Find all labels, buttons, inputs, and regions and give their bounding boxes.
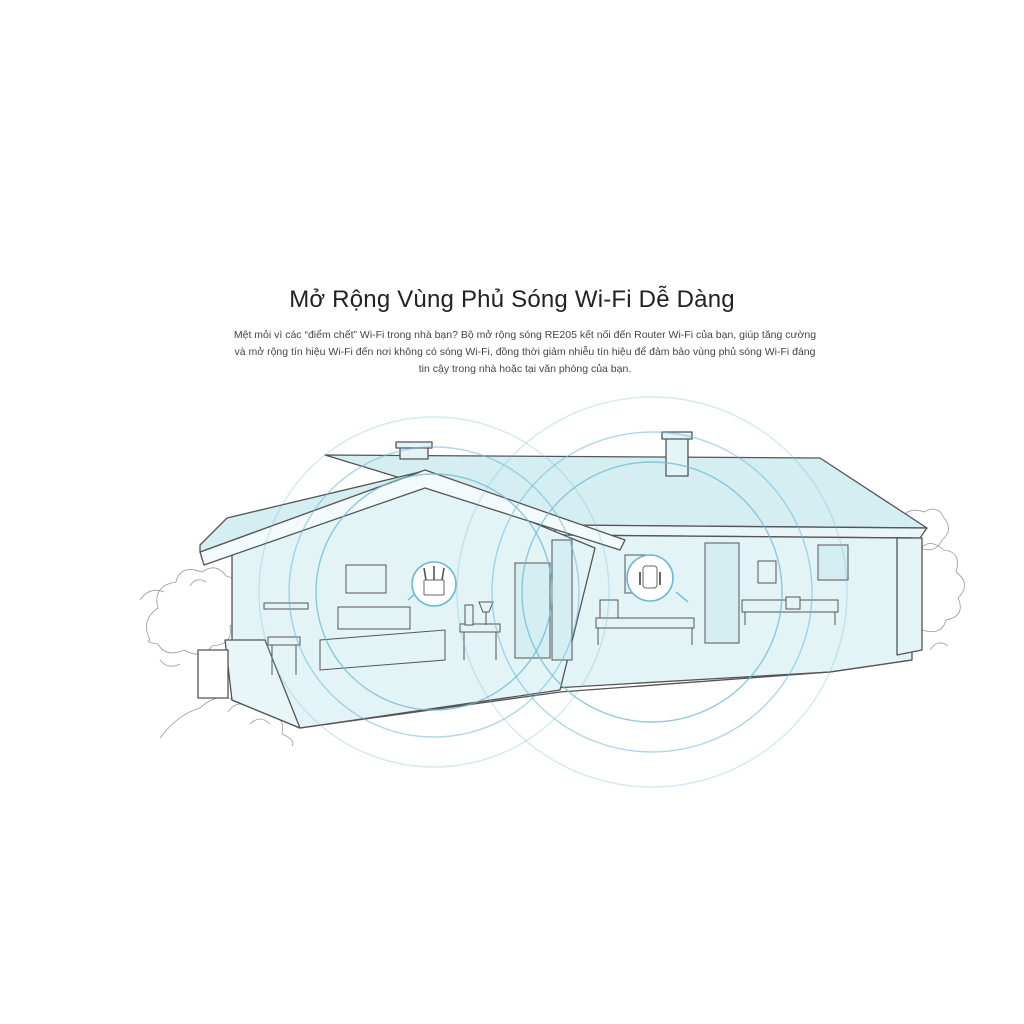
section-description: Mệt mỏi vì các “điểm chết” Wi-Fi trong nhà bạn? Bộ mở rộng sóng RE205 kết nối đến Router Wi-Fi của bạn, giúp tăng cường và mở rộng tín hiệu Wi-Fi đến nơi không có sóng Wi-Fi, đồng thời giảm nhiễu tín hiệu để đảm bảo vùng phủ sóng Wi-Fi đáng tin cậy trong nhà hoặc tại văn phòng của bạn. bbox=[233, 329, 817, 375]
section-title: Mở Rộng Vùng Phủ Sóng Wi-Fi Dễ Dàng bbox=[289, 286, 735, 313]
